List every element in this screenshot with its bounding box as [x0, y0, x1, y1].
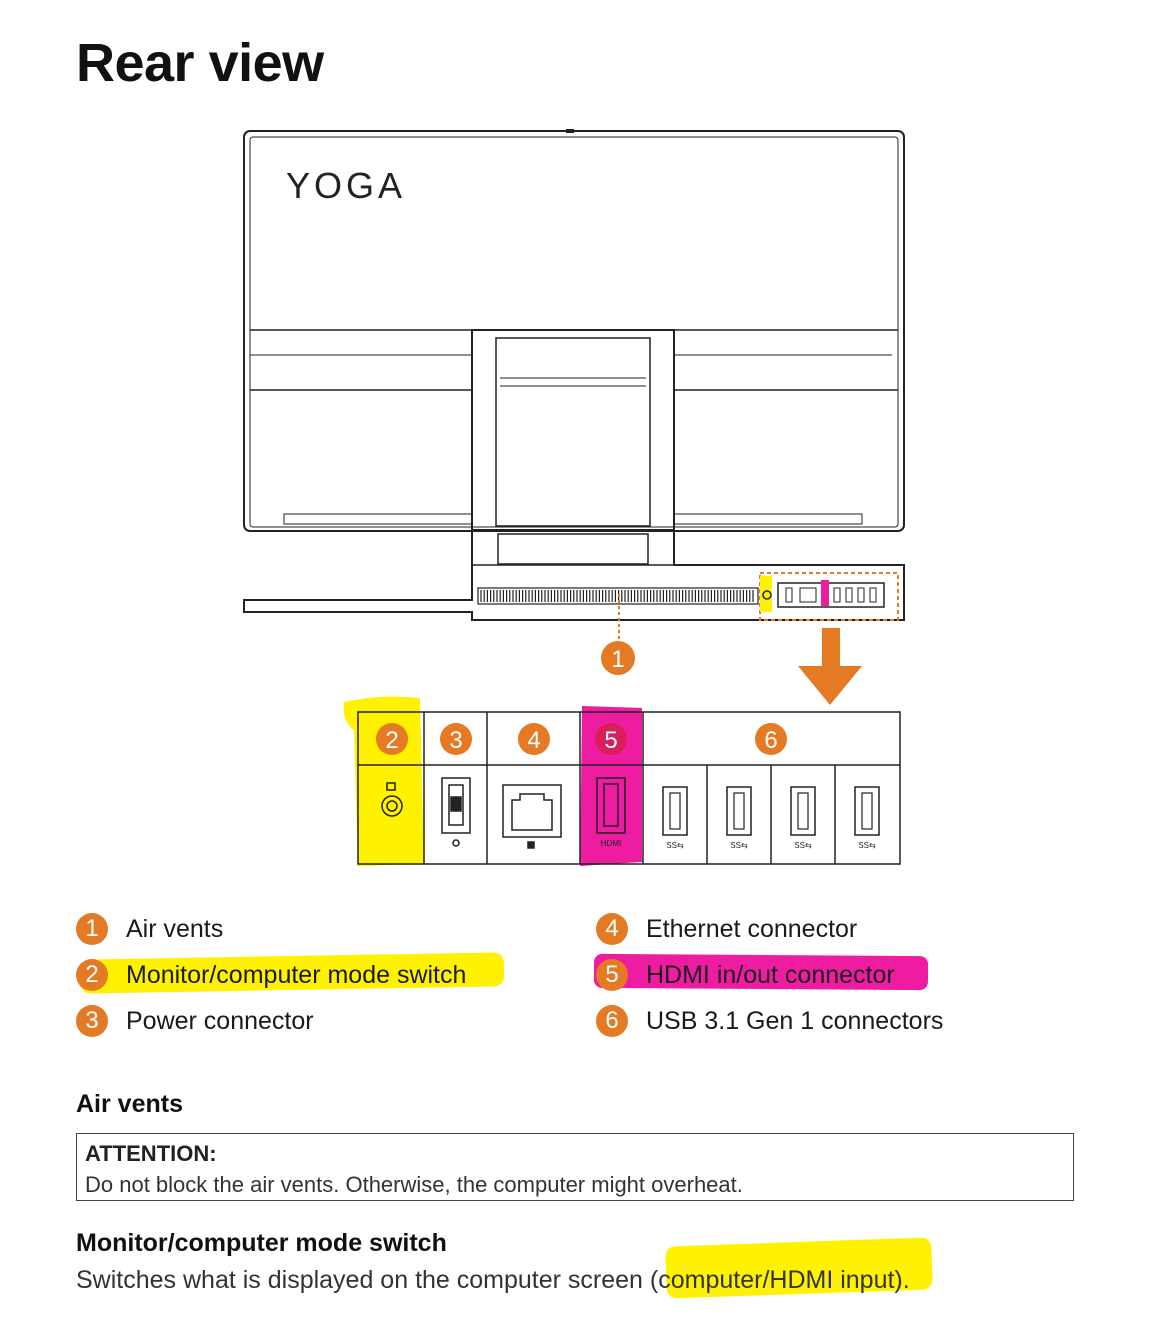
legend-label: Power connector	[126, 1006, 314, 1035]
port-callout-number-4: 4	[527, 727, 541, 754]
legend-item-1	[76, 912, 223, 946]
legend-number-badge: 3	[76, 1005, 108, 1037]
highlight-switch	[344, 697, 424, 866]
attention-box	[76, 1133, 1074, 1201]
legend-number-badge: 2	[76, 959, 108, 991]
usb-connector-icon	[855, 787, 879, 850]
ethernet-connector-icon	[503, 785, 561, 848]
description-text: Switches what is displayed on the computer screen	[76, 1266, 650, 1294]
legend-item-2	[76, 958, 466, 992]
hdmi-port-label: HDMI	[600, 839, 622, 848]
legend-number-badge: 6	[596, 1005, 628, 1037]
usb-port-label: SS⇆	[794, 841, 812, 850]
legend-label: USB 3.1 Gen 1 connectors	[646, 1006, 944, 1035]
legend-label: HDMI in/out connector	[646, 960, 895, 989]
usb-connector-icon	[791, 787, 815, 850]
power-connector-icon	[442, 778, 470, 846]
usb-port-label: SS⇆	[730, 841, 748, 850]
description-period: .	[902, 1266, 910, 1294]
port-callout-number-5: 5	[604, 727, 618, 754]
port-callout-number-2: 2	[385, 727, 399, 754]
legend-item-6	[596, 1004, 943, 1038]
legend-label: Ethernet connector	[646, 914, 858, 943]
usb-port-label: SS⇆	[858, 841, 876, 850]
attention-text: Do not block the air vents. Otherwise, the computer might overheat.	[85, 1172, 743, 1197]
usb-port-label: SS⇆	[666, 841, 684, 850]
mode-switch-description	[76, 1266, 910, 1295]
page-title: Rear view	[76, 33, 324, 93]
section-heading-air-vents: Air vents	[76, 1090, 183, 1118]
port-callout-number-3: 3	[449, 727, 463, 754]
legend-number-badge: 5	[596, 959, 628, 991]
callout-1-number: 1	[611, 646, 625, 673]
legend-item-5	[596, 958, 895, 992]
usb-connector-icon	[663, 787, 687, 850]
legend-label: Monitor/computer mode switch	[126, 960, 467, 989]
legend-label: Air vents	[126, 914, 224, 943]
legend-number-badge: 1	[76, 913, 108, 945]
yoga-logo: YOGA	[286, 165, 407, 206]
section-heading-mode-switch: Monitor/computer mode switch	[76, 1229, 447, 1257]
port-callout-number-6: 6	[764, 727, 778, 754]
usb-connector-icon	[727, 787, 751, 850]
legend-item-3	[76, 1004, 314, 1038]
description-highlighted-text: (computer/HDMI input)	[649, 1266, 903, 1294]
legend-number-badge: 4	[596, 913, 628, 945]
arrow-down-icon	[798, 628, 862, 705]
port-strip-small	[760, 573, 898, 620]
legend-item-4	[596, 912, 857, 946]
attention-title: ATTENTION:	[85, 1141, 217, 1166]
